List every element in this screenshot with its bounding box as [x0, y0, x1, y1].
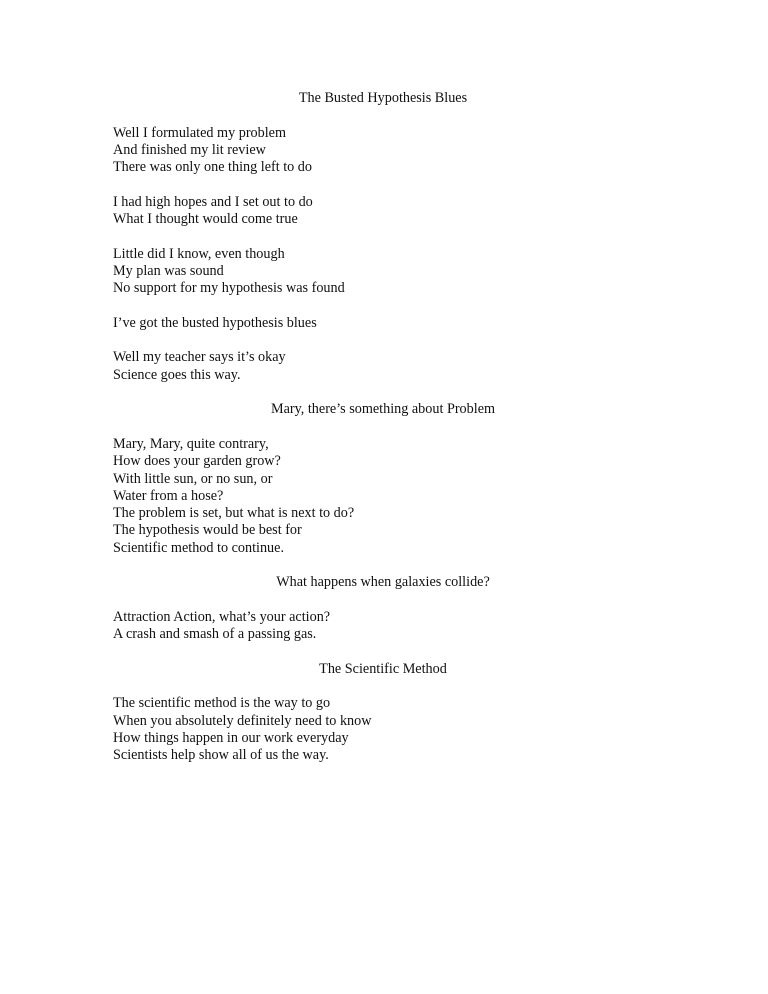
stanza-spacer	[113, 592, 653, 609]
poem-collection	[113, 90, 653, 765]
section-spacer	[113, 557, 653, 574]
poem-line: Water from a hose?	[113, 487, 224, 504]
poem-title: The Scientific Method	[319, 660, 447, 677]
stanza-spacer	[113, 298, 653, 315]
poem-title: The Busted Hypothesis Blues	[298, 90, 468, 106]
poem-line: No support for my hypothesis was found	[113, 280, 345, 297]
poem-line: Mary, Mary, quite contrary,	[113, 435, 269, 452]
poem-line: Science goes this way.	[113, 366, 241, 383]
poem-line: And finished my lit review	[113, 141, 266, 158]
poem-line: With little sun, or no sun, or	[113, 470, 273, 487]
poem-line: Well my teacher says it’s okay	[113, 349, 286, 366]
stanza-spacer	[113, 332, 653, 349]
poem-line: Scientists help show all of us the way.	[113, 747, 329, 764]
poem-line: Little did I know, even though	[113, 245, 285, 262]
poem-line: The hypothesis would be best for	[113, 522, 302, 539]
poem-line: There was only one thing left to do	[113, 159, 312, 176]
poem-line: What I thought would come true	[113, 211, 298, 228]
section-spacer	[113, 644, 653, 661]
poem-line: The scientific method is the way to go	[113, 695, 331, 712]
poem-line: I had high hopes and I set out to do	[113, 193, 313, 210]
stanza-spacer	[113, 107, 653, 124]
stanza-spacer	[113, 419, 653, 436]
poem-line: A crash and smash of a passing gas.	[113, 626, 317, 643]
poem-line: When you absolutely definitely need to know	[113, 712, 372, 729]
poem-line: I’ve got the busted hypothesis blues	[113, 314, 317, 331]
poem-line: The problem is set, but what is next to do?	[113, 505, 355, 522]
poem-line: How does your garden grow?	[113, 453, 281, 470]
poem-line: Well I formulated my problem	[113, 124, 286, 141]
poem-title: Mary, there’s something about Problem	[270, 401, 496, 418]
stanza-spacer	[113, 228, 653, 245]
poem-line: Scientific method to continue.	[113, 539, 284, 556]
section-spacer	[113, 384, 653, 401]
poem-title: What happens when galaxies collide?	[276, 574, 490, 591]
poem-line: Attraction Action, what’s your action?	[113, 608, 331, 625]
poem-line: My plan was sound	[113, 262, 224, 279]
poem-line: How things happen in our work everyday	[113, 729, 349, 746]
stanza-spacer	[113, 678, 653, 695]
stanza-spacer	[113, 176, 653, 193]
